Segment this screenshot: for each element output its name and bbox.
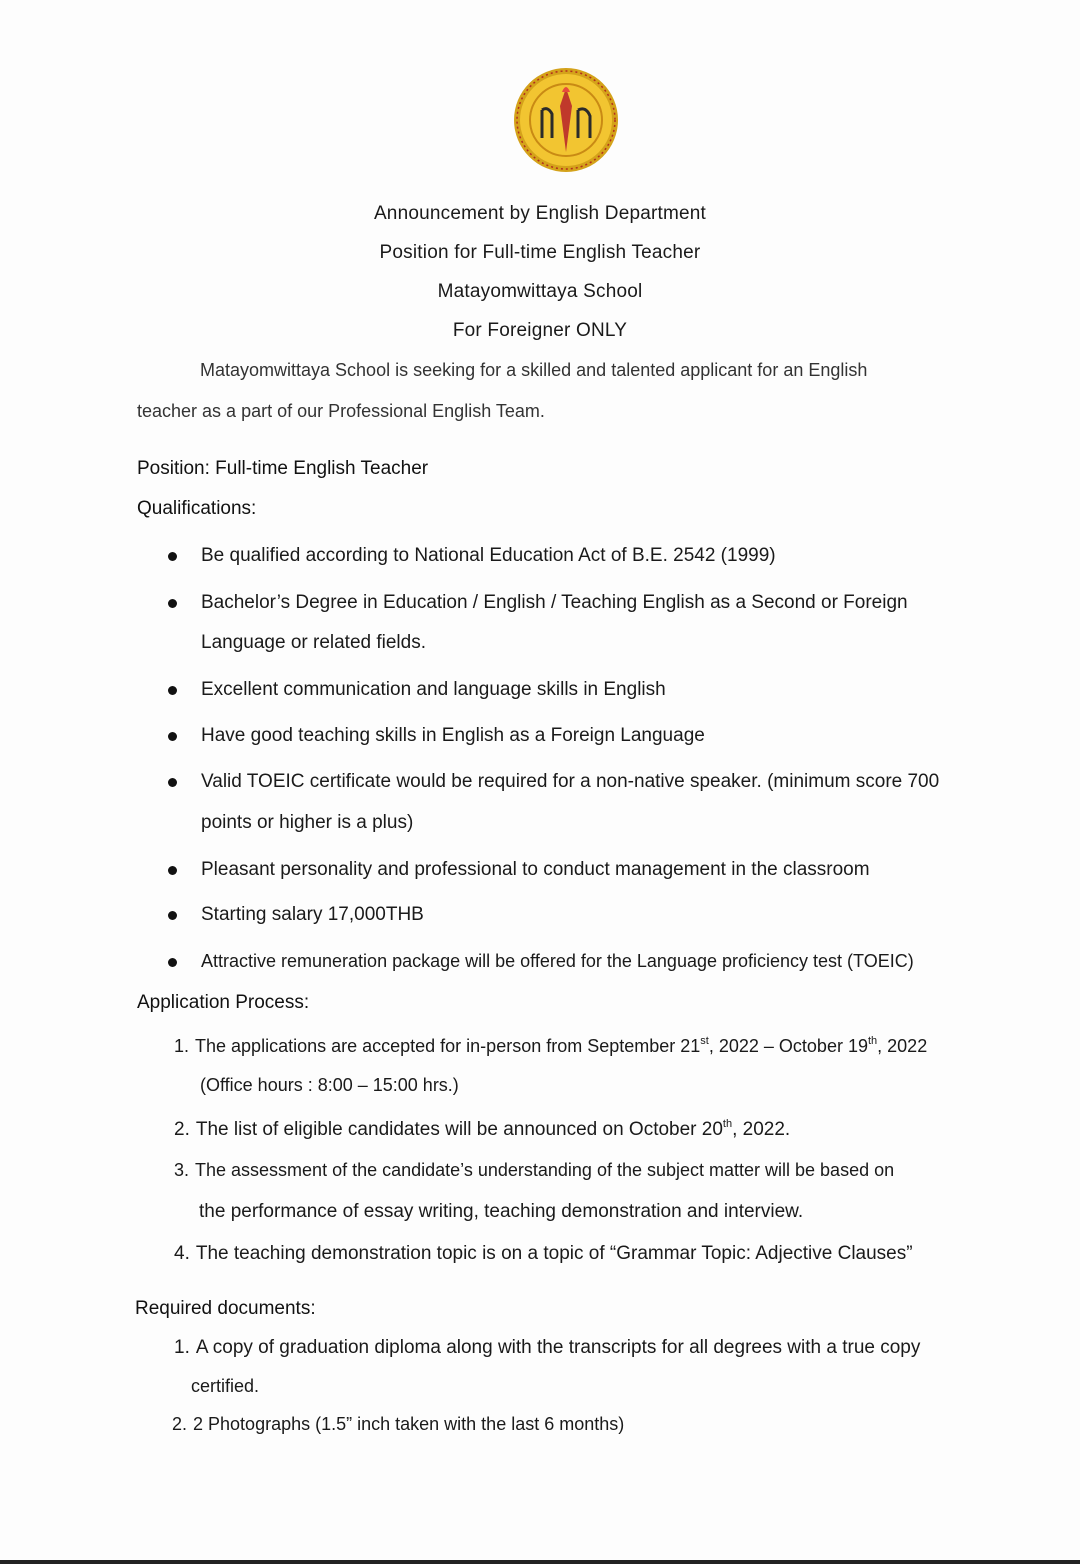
bullet-icon bbox=[168, 911, 177, 920]
bullet-icon bbox=[168, 686, 177, 695]
application-step: 2. The list of eligible candidates will be announced on October 20th, 2022. bbox=[174, 1118, 791, 1140]
bullet-icon bbox=[168, 958, 177, 967]
intro-line-1: Matayomwittaya School is seeking for a skilled and talented applicant for an English bbox=[200, 360, 868, 380]
bullet-icon bbox=[168, 778, 177, 787]
intro-line-2: teacher as a part of our Professional English Team. bbox=[137, 401, 545, 421]
documents-heading: Required documents: bbox=[135, 1298, 316, 1319]
application-step: 3. The assessment of the candidate’s understanding of the subject matter will be based on bbox=[174, 1160, 895, 1180]
document-item: 2. 2 Photographs (1.5” inch taken with the last 6 months) bbox=[172, 1414, 625, 1434]
header-school: Matayomwittaya School bbox=[437, 281, 643, 302]
bullet-icon bbox=[168, 866, 177, 875]
application-step: 1. The applications are accepted for in-person from September 21st, 2022 – October 19th, 2022 bbox=[174, 1035, 928, 1056]
document-item-continued: certified. bbox=[191, 1376, 260, 1396]
qualifications-heading: Qualifications: bbox=[137, 498, 257, 519]
application-step-continued: (Office hours : 8:00 – 15:00 hrs.) bbox=[200, 1075, 459, 1095]
application-step: 4. The teaching demonstration topic is on a topic of “Grammar Topic: Adjective Clauses” bbox=[174, 1243, 913, 1264]
page-bottom-edge bbox=[0, 1560, 1080, 1564]
application-step-continued: the performance of essay writing, teaching demonstration and interview. bbox=[199, 1201, 804, 1222]
header-audience: For Foreigner ONLY bbox=[452, 320, 628, 341]
application-heading: Application Process: bbox=[137, 992, 310, 1013]
qualification-item-continued: points or higher is a plus) bbox=[201, 812, 414, 833]
position-title: Position: Full-time English Teacher bbox=[137, 458, 429, 479]
document-item: 1. A copy of graduation diploma along with the transcripts for all degrees with a true copy bbox=[174, 1337, 921, 1358]
bullet-icon bbox=[168, 599, 177, 608]
bullet-icon bbox=[168, 732, 177, 741]
bullet-icon bbox=[168, 552, 177, 561]
qualification-item-continued: Language or related fields. bbox=[201, 632, 426, 653]
document-page: Announcement by English Department Position for Full-time English Teacher Matayomwittaya School For Foreigner ONLY Matayomwittaya School is seeking for a skilled and talented applicant for an English teacher as a part of our Professional English Team. Position: Full-time English Teacher Qualifications: Be qualified according to National Education Act of B.E. 2542 (1999) Bachelor’s Degree in Education / English / Teaching English as a Second or Foreign Language or related fields. Excellent communication and language skills in English Have good teaching skills in English as a Foreign Language Valid TOEIC certificate would be required for a non-native speaker. (minimum score 700 points or higher is a plus) Pleasant personality and professional to conduct management in the classroom Starting salary 17,000THB Attractive remuneration package will be offered for the Language proficiency test (TOEIC) Application Process: 1. The applications are accepted for in-person from September 21st, 2022 – October 19th, 2022 (Office hours : 8:00 – 15:00 hrs.) 2. The list of eligible candidates will be announced on October 20th, 2022. 3. The assessment of the candidate’s understanding of the subject matter will be based on the performance of essay writing, teaching demonstration and interview. 4. The teaching demonstration topic is on a topic of “Grammar Topic: Adjective Clauses” Required documents: 1. A copy of graduation diploma along with the transcripts for all degrees with a true copy certified. 2. 2 Photographs (1.5” inch taken with the last 6 months) bbox=[0, 0, 1080, 1564]
school-emblem-icon bbox=[512, 66, 620, 174]
header-position: Position for Full-time English Teacher bbox=[379, 242, 701, 263]
header-department: Announcement by English Department bbox=[373, 203, 707, 224]
